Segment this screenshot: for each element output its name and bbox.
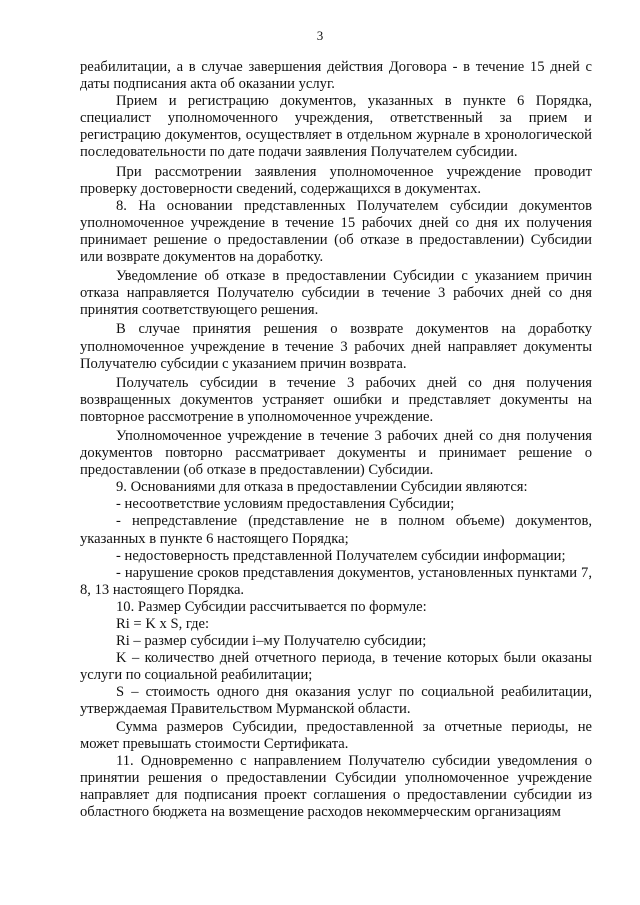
paragraph-clause-9: 9. Основаниями для отказа в предоставлении Субсидии являются: [116,479,528,496]
list-item: - недостоверность представленной Получателем субсидии информации; [116,547,566,564]
paragraph-clause-8: 8. На основании представленных Получателем субсидии документов уполномоченное учреждение в течение 15 рабочих дней со дня их получения принимает решение о предоставлении (об отказе в предоставлении) Субсидии или возврате документов на доработку. [80,197,592,266]
formula-definition: K – количество дней отчетного периода, в течение которых были оказаны услуги по социальной реабилитации; [80,650,592,684]
list-item: - несоответствие условиям предоставления Субсидии; [116,496,455,513]
paragraph: Уполномоченное учреждение в течение 3 рабочих дней со дня получения документов повторно рассматривает документы и принимает решение о предоставлении (об отказе в предоставлении) Субсидии. [80,427,592,479]
list-item: - непредставление (представление не в полном объеме) документов, указанных в пункте 6 настоящего Порядка; [80,513,592,547]
paragraph: Уведомление об отказе в предоставлении Субсидии с указанием причин отказа направляется Получателю субсидии в течение 3 рабочих дней со дня принятия соответствующего решения. [80,268,592,319]
formula-definition: Ri – размер субсидии i–му Получателю субсидии; [116,633,427,650]
paragraph-clause-11: 11. Одновременно с направлением Получателю субсидии уведомления о принятии решения о предоставлении Субсидии уполномоченное учреждение направляет для подписания проект соглашения о предоставлении субсидии из областного бюджета на возмещение расходов некоммерческим организациям [80,752,592,821]
document-body [80,59,592,821]
paragraph: Получатель субсидии в течение 3 рабочих дней со дня получения возвращенных документов устраняет ошибки и представляет документы на повторное рассмотрение в уполномоченное учреждение. [80,374,592,425]
page-number: 3 [316,28,324,43]
paragraph: При рассмотрении заявления уполномоченное учреждение проводит проверку достоверности сведений, содержащихся в документах. [80,163,592,197]
paragraph: Прием и регистрацию документов, указанных в пункте 6 Порядка, специалист уполномоченного учреждения, ответственный за прием и регистрацию документов, осуществляет в отдельном журнале в хронологической последовательности по дате подачи заявления Получателем субсидии. [80,93,592,161]
paragraph: Сумма размеров Субсидии, предоставленной за отчетные периоды, не может превышать стоимости Сертификата. [80,718,592,752]
paragraph-clause-10: 10. Размер Субсидии рассчитывается по формуле: [116,598,427,615]
paragraph: реабилитации, а в случае завершения действия Договора - в течение 15 дней с даты подписания акта об оказании услуг. [80,59,592,93]
paragraph: В случае принятия решения о возврате документов на доработку уполномоченное учреждение в течение 3 рабочих дней направляет документы Получателю субсидии с указанием причин возврата. [80,321,592,372]
formula: Ri = K x S, где: [116,616,210,632]
list-item: - нарушение сроков представления документов, установленных пунктами 7, 8, 13 настоящего Порядка. [80,564,592,598]
formula-definition: S – стоимость одного дня оказания услуг по социальной реабилитации, утверждаемая Правительством Мурманской области. [80,684,592,718]
